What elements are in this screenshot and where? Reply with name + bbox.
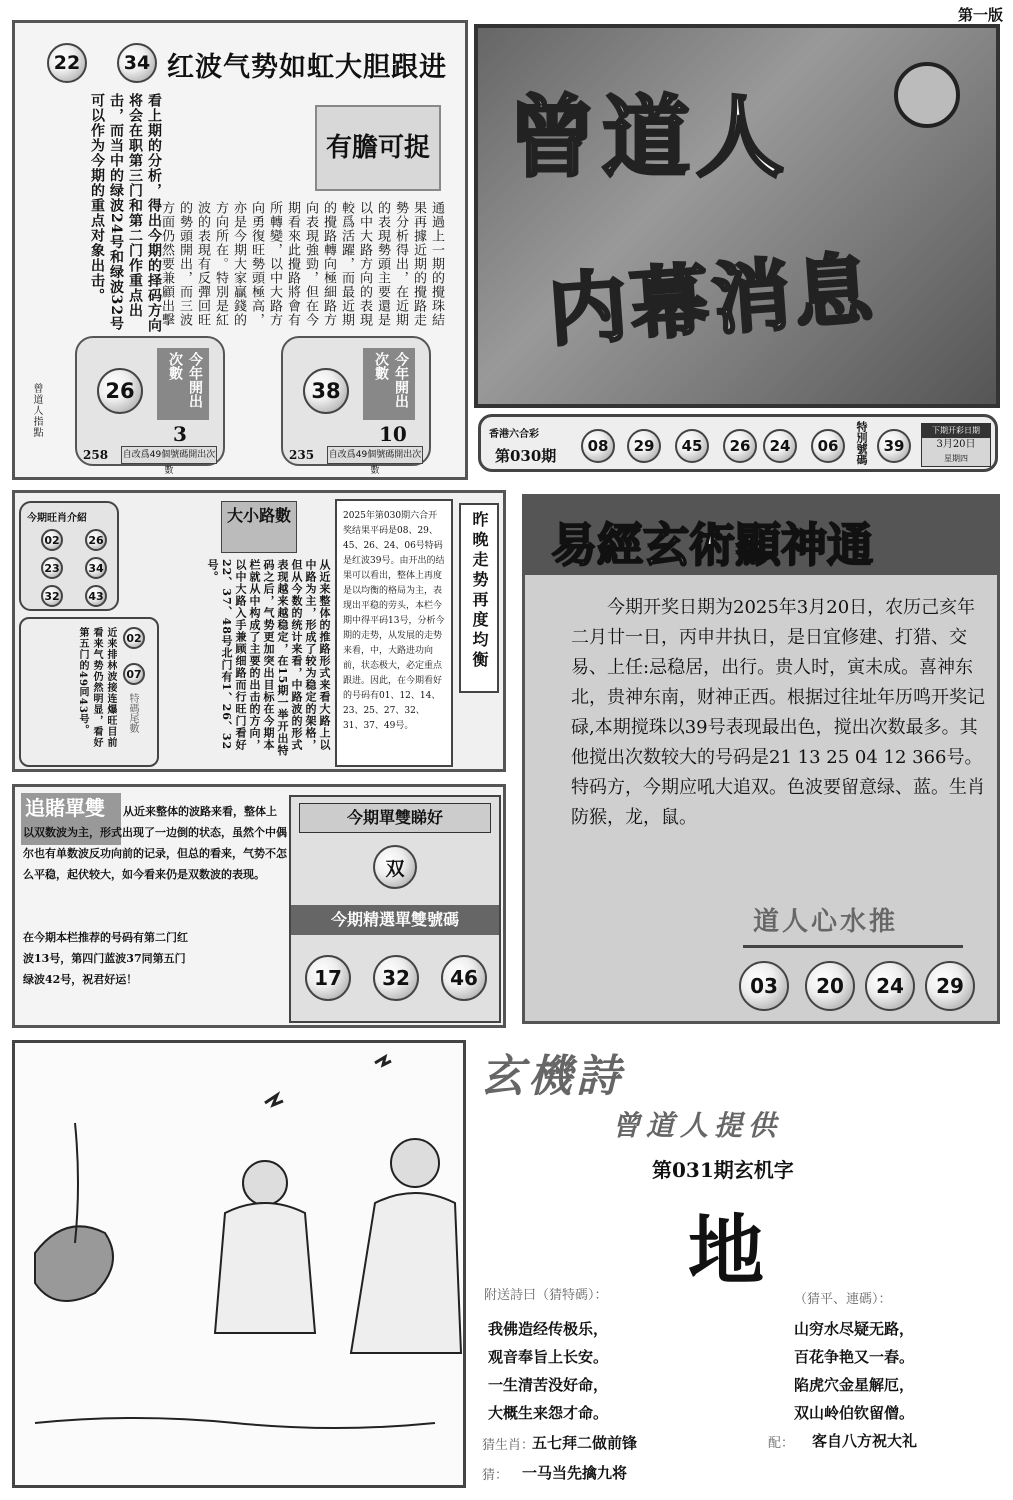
body: 今期开奖日期为2025年3月20日，农历己亥年二月廿一日，丙申井执日，是日宜修建、打猎、交易、上任:忌稳居，出行。贵人时，寅未成。喜神东北，贵神东南，财神正西。根据过往址年历鸣开奖记碌,本期搅珠以39号表现最出色，搅出次数最多。其他搅出次数较大的号码是21 13 25 04 12 366号。特码方，今期应吼大追双。色波要留意绿、蓝。生肖防猴，龙，鼠。 (571, 597, 985, 828)
figure-body-icon (215, 1203, 315, 1333)
emblem-icon (894, 62, 960, 128)
next-draw-box (921, 423, 991, 467)
section-odd-even (12, 784, 506, 1028)
trend-text: 从近来整体的推路形式来看大路上以中路为主，形成了较为稳定的架格，但从今数的统计来看，中路波的形式表现越来越稳定，在15期一举开出特码之后，气势更加突出目标在今期本栏就从中构成了主要的出击的方向，以中大路入手兼顾细路而行旺门看好22、37、48号北门有1、26、32号。 (206, 559, 331, 757)
illustration-figures (15, 1043, 463, 1485)
special-ball: 39 (877, 429, 911, 463)
recommend-text: 在今期本栏推荐的号码有第二门红波13号，第四门蓝波37同第五门绿波42号，祝君好运！ (23, 931, 188, 986)
issue-line: 第031期玄机字 (652, 1158, 794, 1182)
right-poem-line: 陷虎穴金星解厄， (794, 1376, 915, 1394)
side-note: 曾道人指點 (31, 383, 42, 438)
poem-title: 玄機詩 (480, 1051, 624, 1102)
zodiac-label: 猜生肖： (482, 1438, 535, 1453)
ball: 34 (85, 557, 107, 579)
edition-label: 第一版 (957, 6, 1003, 24)
ball: 45 (675, 429, 709, 463)
figure-head-icon (243, 1161, 287, 1205)
figure-head-icon (391, 1139, 439, 1187)
signature-underline (743, 945, 963, 948)
analysis-bold: 看上期的分析，得出今期的择码方向将会在职第三门和第二门作重点出击，而当中的绿波24号和绿波32号可以作为今期的重点对象出击。 (89, 93, 162, 333)
section-zodiac (12, 490, 506, 772)
ball: 29 (925, 961, 975, 1011)
pair-label: 配： (768, 1436, 795, 1451)
stat-total: 235 (289, 448, 315, 462)
ball: 29 (627, 429, 661, 463)
zodiac-text: 五七拜二做前锋 (532, 1434, 638, 1452)
ball: 02 (41, 529, 63, 551)
stat-box (281, 336, 431, 476)
zodiac-box (19, 501, 119, 611)
draw-results-bar (478, 414, 998, 472)
ball: 06 (811, 429, 845, 463)
left-poem-line: 大概生来怨才命。 (488, 1404, 609, 1422)
right-head: （猜平、連碼）： (794, 1292, 892, 1307)
section-red-wave (12, 20, 468, 480)
next-label: 下期开彩日期 (922, 424, 990, 438)
ball: 32 (373, 955, 419, 1001)
section-inside-news (474, 24, 1000, 408)
signature: 道人心水推 (753, 907, 899, 937)
subtitle: 内幕消息 (545, 243, 880, 358)
stat-label: 今年開出次數 (363, 348, 415, 420)
ball: 17 (305, 955, 351, 1001)
ball: 38 (303, 368, 349, 414)
ground-icon (35, 1418, 435, 1428)
headline: 红波气势如虹大胆跟进 (167, 52, 447, 83)
stat-note: 自改爲49個號碼開出次數 (121, 446, 217, 464)
badge: 有膽可捉 (315, 105, 441, 191)
results-text: 2025年第030期六合开奖结果平码是08、29、45、26、24、06号特码是红波39号。由开出的结果可以看出，整体上再度是以均衡的格局为主，表现出平稳的劳头，本栏今期中得平码13号，分析今期的走势，从发展的走势来看，中，大路进功向前，状态极大，必定重点跟进。因此，在今期看好的号码有01、12、14、23、25、27、32、31、37、49号。 (343, 511, 445, 731)
big-char: 地 (688, 1206, 764, 1295)
guess-label: 猜： (482, 1468, 509, 1483)
ball: 23 (41, 557, 63, 579)
next-date: 3月20日 (936, 439, 976, 450)
tail-text: 近来排林波接连爆旺目前看来气势仍然明显，看好第五门的49同43号。 (77, 627, 116, 748)
side-vertical: 昨晚走势再度均衡 (459, 503, 499, 693)
ball: 26 (97, 368, 143, 414)
stat-total: 258 (83, 448, 109, 462)
left-poem-line: 我佛造经传极乐， (488, 1320, 609, 1338)
ball: 32 (41, 585, 63, 607)
flower-icon (75, 1123, 78, 1243)
left-poem-line: 一生清苦没好命， (488, 1376, 609, 1394)
section-poem (12, 1040, 1000, 1490)
illustration (12, 1040, 466, 1488)
picks-title: 今期精選單雙號碼 (291, 905, 499, 935)
ball: 22 (47, 43, 87, 83)
ball: 07 (123, 663, 145, 685)
ball: 26 (723, 429, 757, 463)
special-label: 特別號碼 (855, 421, 868, 465)
next-weekday: 星期四 (944, 454, 968, 463)
provider: 曾道人提供 (612, 1109, 783, 1142)
guess-text: 一马当先擒九将 (522, 1464, 628, 1482)
birds-icon (265, 1057, 391, 1105)
size-badge: 大小路數 (221, 501, 297, 553)
ball: 24 (763, 429, 797, 463)
ball: 02 (123, 627, 145, 649)
odd-even-badge: 追賭單雙 (21, 793, 121, 845)
tail-box (19, 617, 159, 767)
stat-note: 自改爲49個號碼開出次數 (327, 446, 423, 464)
ball: 34 (117, 43, 157, 83)
right-poem-line: 双山岭伯钦留僧。 (794, 1404, 915, 1422)
stat-count: 10 (379, 422, 407, 446)
title: 曾道人 (508, 85, 791, 189)
ball: 03 (739, 961, 789, 1011)
pair-text: 客自八方祝大礼 (812, 1432, 918, 1450)
stat-count: 3 (173, 422, 187, 446)
ball: 26 (85, 529, 107, 551)
ball: 46 (441, 955, 487, 1001)
odd-even-panel (289, 795, 501, 1023)
odd-even-text: 从近来整体的波路来看，整体上以双数波为主，形式出现了一边倒的状态，虽然个中偶尔也有单数波反功向前的记录，但总的看来，气势不怎么平稳，起伏较大，如今看来仍是双数波的表现。 (23, 805, 287, 881)
odd-even-title: 今期單雙睇好 (299, 803, 491, 833)
left-head: 附送詩曰（猜特碼）： (484, 1288, 608, 1303)
stat-label: 今年開出次數 (157, 348, 209, 420)
analysis-text: 通過上一期的攪珠結果再據近期的攪路走勢分析得出，在近期的表現勢頭主要還是以中大路方向的表現較爲活躍，而最近期的攪路轉向極細路方向表現強勁，但在今期看來此攪路將會有所轉變，以中大路方向勇復旺勢頭極高，亦是今期大家贏錢的方向所在。特別是紅波的表現有反彈回旺的勢頭開出，而三波方面仍然要兼顧出擊 (159, 201, 444, 327)
section-yijing (522, 494, 1000, 1024)
right-poem-line: 百花争艳又一春。 (794, 1348, 915, 1366)
lottery-label: 香港六合彩 (489, 429, 539, 440)
results-box (335, 499, 453, 767)
title: 易經玄術顯神通 (551, 518, 873, 572)
figure-body-icon (351, 1193, 461, 1353)
issue-label: 第030期 (495, 447, 557, 465)
ball: 24 (865, 961, 915, 1011)
zodiac-title: 今期旺肖介紹 (27, 513, 87, 524)
left-poem-line: 观音奉旨上长安。 (488, 1348, 609, 1366)
stat-box (75, 336, 225, 476)
ball: 08 (581, 429, 615, 463)
rock-icon (35, 1226, 113, 1301)
ball: 43 (85, 585, 107, 607)
ball: 20 (805, 961, 855, 1011)
odd-even-ball: 双 (373, 845, 417, 889)
tail-label: 特碼尾數 (127, 693, 138, 733)
right-poem-line: 山穷水尽疑无路， (794, 1320, 915, 1338)
